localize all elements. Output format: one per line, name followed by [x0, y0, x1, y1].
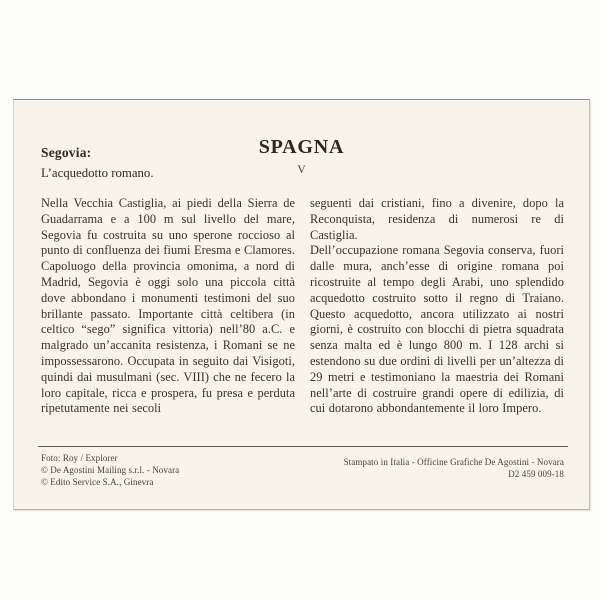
postcard-back	[13, 99, 590, 510]
credit-line-photo: Foto: Roy / Explorer	[41, 453, 118, 463]
paragraph: Nella Vecchia Castiglia, ai piedi della Sierra de Guadarrama e a 100 m sul livello del mare, Segovia fu costruita su uno sperone roccioso al punto di confluenza dei fiumi Eresma e Clamores. Capoluogo della provincia omonima, a nord di Madrid, Segovia è oggi solo una piccola città dove abbondano i monumenti testimoni del suo brillante passato. Importante città celtibera (in celtico “sego” significa vittoria) nell’80 a.C. e malgrado un’accanita resistenza, i Romani se ne impossessarono. Occupata in seguito dai Visigoti, quindi dai musulmani (sec. VIII) che ne fecero la loro capitale, ricca e prospera, fu presa e perduta ripetutamente nei secoli	[41, 196, 295, 416]
print-code: D2 459 009-18	[508, 468, 564, 479]
right-column	[310, 196, 564, 417]
credit-line-copyright-2: © Edito Service S.A., Ginevra	[41, 476, 154, 487]
location-subtitle: L’acquedotto romano.	[41, 166, 154, 180]
credits-block	[41, 453, 179, 488]
paragraph: seguenti dai cristiani, fino a divenire, dopo la Reconquista, residenza di numerosi re di Castiglia.	[310, 196, 564, 242]
print-info-block	[344, 457, 564, 481]
country-title: SPAGNA	[258, 136, 345, 158]
print-info-line: Stampato in Italia - Officine Grafiche De Agostini - Novara	[343, 457, 564, 467]
paragraph: Dell’occupazione romana Segovia conserva, fuori dalle mura, anch’esse di origine romana poi ricostruite al tempo degli Arabi, uno splendido acquedotto costruito sotto il regno di Traiano. Questo acquedotto, ancora utilizzato ai nostri giorni, è costruito con blocchi di pietra squadrata senza malta ed è lungo 800 m. I 128 archi si estendono su due ordini di livelli per un’altezza di 29 metri e testimoniano la maestria dei Romani nell’arte di costruire grandi opere di edilizia, di cui dotarono abbondantemente il loro Impero.	[310, 243, 564, 416]
credit-line-copyright-1: © De Agostini Mailing s.r.l. - Novara	[41, 464, 180, 475]
body-text	[41, 196, 564, 417]
footer-divider	[38, 446, 568, 447]
location-title: Segovia:	[41, 145, 92, 160]
left-column	[41, 196, 295, 417]
series-numeral: V	[297, 164, 306, 176]
